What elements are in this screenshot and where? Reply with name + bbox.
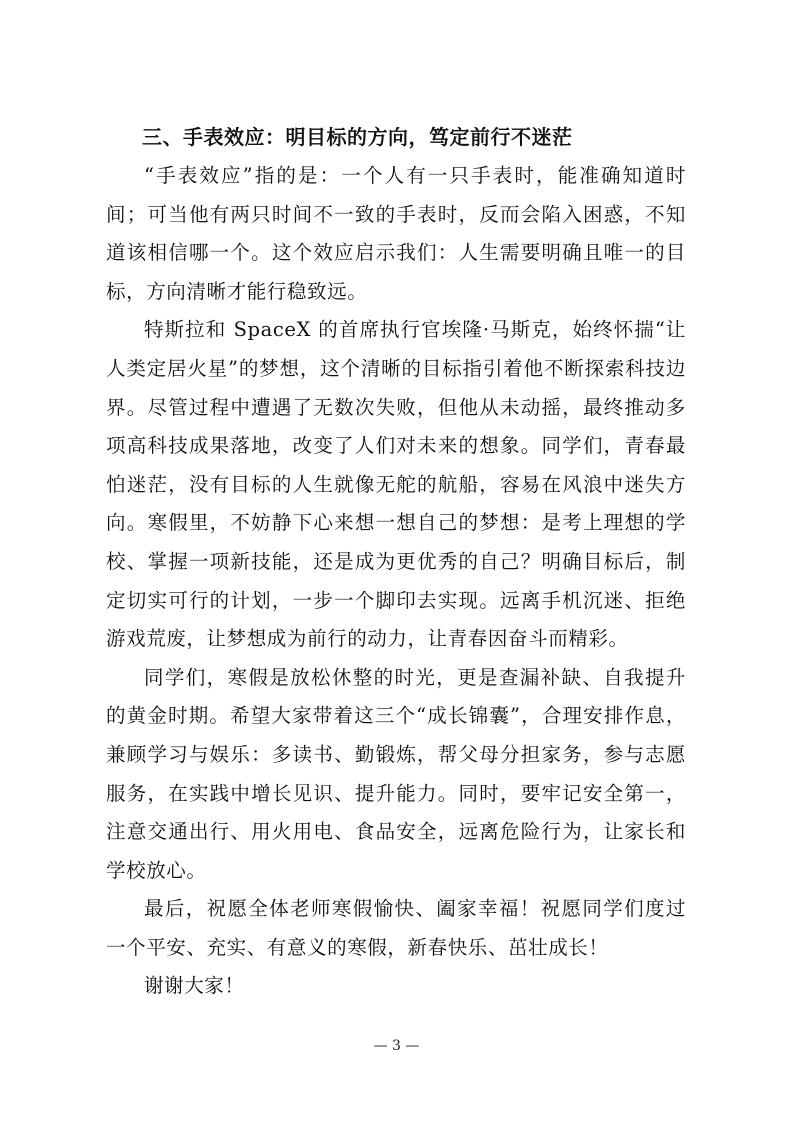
paragraph-winter-break: 同学们，寒假是放松休整的时光，更是查漏补缺、自我提升的黄金时期。希望大家带着这三个“成长锦囊”，合理安排作息，兼顾学习与娱乐：多读书、勤锻炼，帮父母分担家务，参与志愿服务，在实践中增长见识、提升能力。同时，要牢记安全第一，注意交通出行、用火用电、食品安全，远离危险行为，让家长和学校放心。 — [106, 665, 686, 882]
page-number: — 3 — — [373, 1038, 420, 1054]
paragraph-musk-example: 特斯拉和 SpaceX 的首席执行官埃隆·马斯克，始终怀揣“让人类定居火星”的梦想，这个清晰的目标指引着他不断探索科技边界。尽管过程中遭遇了无数次失败，但他从未动摇，最终推动多项高科技成果落地，改变了人们对未来的想象。同学们，青春最怕迷茫，没有目标的人生就像无舵的航船，容易在风浪中迷失方向。寒假里，不妨静下心来想一想自己的梦想：是考上理想的学校、掌握一项新技能，还是成为更优秀的自己？明确目标后，制定切实可行的计划，一步一个脚印去实现。远离手机沉迷、拒绝游戏荒废，让梦想成为前行的动力，让青春因奋斗而精彩。 — [106, 318, 686, 651]
paragraph-thanks: 谢谢大家！ — [144, 974, 245, 998]
paragraph-wishes: 最后，祝愿全体老师寒假愉快、阖家幸福！祝愿同学们度过一个平安、充实、有意义的寒假，新春快乐、茁壮成长！ — [106, 897, 686, 959]
section-heading: 三、手表效应：明目标的方向，笃定前行不迷茫 — [142, 125, 573, 149]
paragraph-watch-effect: “手表效应”指的是：一个人有一只手表时，能准确知道时间；可当他有两只时间不一致的手表时，反而会陷入困惑，不知道该相信哪一个。这个效应启示我们：人生需要明确且唯一的目标，方向清晰才能行稳致远。 — [106, 164, 686, 303]
document-body — [106, 121, 686, 1006]
